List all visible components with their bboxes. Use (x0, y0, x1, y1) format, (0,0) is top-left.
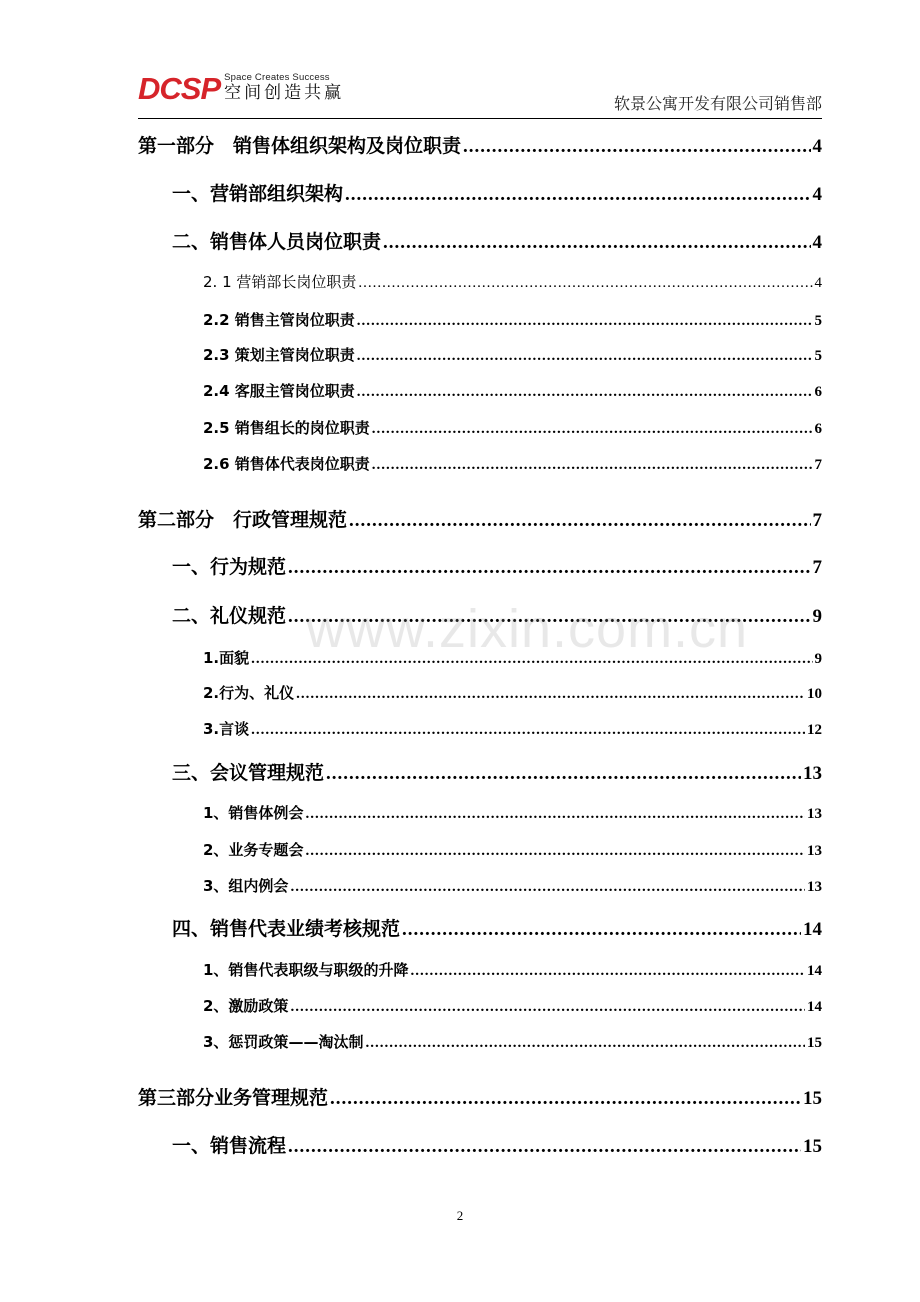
logo-mark: DCSP (138, 71, 221, 106)
logo-text (224, 72, 344, 103)
toc-entry[interactable] (203, 417, 822, 438)
toc-leader-dots (290, 999, 805, 1016)
toc-entry-page: 7 (814, 457, 822, 473)
toc-entry-page: 7 (812, 510, 822, 531)
toc-entry-page: 9 (814, 651, 822, 667)
toc-entry-page: 12 (807, 722, 822, 738)
toc-entry-page: 13 (803, 763, 822, 784)
toc-entry[interactable] (172, 179, 822, 206)
toc-entry-page: 15 (807, 1035, 822, 1051)
toc-entry-title: 3.言谈 (203, 720, 250, 738)
toc-entry-title: 四、销售代表业绩考核规范 (172, 918, 401, 940)
toc-entry[interactable] (203, 995, 822, 1016)
toc-entry[interactable] (203, 802, 822, 823)
toc-entry[interactable] (172, 914, 822, 941)
toc-entry-page: 4 (812, 232, 822, 253)
toc-entry[interactable] (203, 344, 822, 365)
toc-entry[interactable] (203, 959, 822, 980)
toc-entry-title: 2. 1 营销部长岗位职责 (203, 273, 357, 291)
toc-entry[interactable] (172, 227, 822, 254)
toc-leader-dots (251, 722, 805, 739)
toc-entry[interactable] (203, 1031, 822, 1052)
toc-entry-page: 13 (807, 879, 822, 895)
toc-entry-title: 2、激励政策 (203, 997, 289, 1015)
toc-entry-title: 1、销售体例会 (203, 804, 304, 822)
toc-entry[interactable] (172, 1131, 822, 1158)
toc-entry-page: 5 (814, 348, 822, 364)
toc-entry-page: 6 (814, 384, 822, 400)
toc-leader-dots (251, 651, 812, 668)
toc-entry-title: 二、销售体人员岗位职责 (172, 231, 382, 253)
toc-entry[interactable] (203, 718, 822, 739)
toc-entry-title: 2.3 策划主管岗位职责 (203, 346, 355, 364)
toc-entry[interactable] (203, 647, 822, 668)
toc-leader-dots (357, 348, 813, 365)
toc-leader-dots (410, 963, 805, 980)
toc-leader-dots (357, 313, 813, 330)
toc-entry-title: 1.面貌 (203, 649, 250, 667)
toc-entry-page: 14 (807, 963, 822, 979)
toc-entry[interactable] (138, 1083, 822, 1110)
toc-leader-dots (402, 919, 801, 941)
toc-leader-dots (383, 232, 810, 254)
toc-leader-dots (345, 184, 810, 206)
toc-entry[interactable] (203, 309, 822, 330)
toc-entry[interactable] (172, 552, 822, 579)
toc-entry[interactable] (172, 601, 822, 628)
logo-slogan-en: Space Creates Success (224, 72, 330, 83)
toc-leader-dots (349, 510, 810, 532)
toc-entry-page: 5 (814, 313, 822, 329)
toc-leader-dots (305, 806, 805, 823)
toc-leader-dots (330, 1088, 801, 1110)
toc-entry[interactable] (203, 380, 822, 401)
toc-leader-dots (463, 136, 810, 158)
toc-leader-dots (372, 457, 813, 474)
toc-leader-dots (357, 384, 813, 401)
toc-entry-page: 6 (814, 421, 822, 437)
logo-slogan-cn: 空间创造共赢 (224, 83, 345, 103)
toc-entry[interactable] (138, 505, 822, 532)
toc-leader-dots (290, 879, 805, 896)
toc-entry-title: 第三部分业务管理规范 (138, 1087, 329, 1109)
toc-leader-dots (288, 557, 810, 579)
toc-leader-dots (358, 275, 812, 292)
toc-entry[interactable] (203, 682, 822, 703)
toc-entry[interactable] (203, 839, 822, 860)
toc-entry-title: 一、营销部组织架构 (172, 183, 344, 205)
toc-entry[interactable] (203, 271, 822, 292)
watermark: www.zixin.com.cn (306, 599, 749, 659)
toc-entry-title: 2、业务专题会 (203, 841, 304, 859)
toc-entry-title: 二、礼仪规范 (172, 605, 287, 627)
toc-entry[interactable] (172, 758, 822, 785)
toc-entry-page: 13 (807, 843, 822, 859)
toc-entry-title: 2.2 销售主管岗位职责 (203, 311, 355, 329)
toc-leader-dots (326, 763, 801, 785)
toc-entry-title: 一、行为规范 (172, 556, 287, 578)
toc-entry-title: 第二部分 行政管理规范 (138, 509, 348, 531)
toc-entry-page: 15 (803, 1136, 822, 1157)
toc-entry-page: 13 (807, 806, 822, 822)
company-logo (138, 72, 344, 112)
toc-leader-dots (288, 1136, 801, 1158)
toc-entry-title: 2.4 客服主管岗位职责 (203, 382, 355, 400)
toc-entry-title: 三、会议管理规范 (172, 762, 325, 784)
toc-entry-title: 2.6 销售体代表岗位职责 (203, 455, 370, 473)
toc-entry-page: 4 (814, 275, 822, 291)
toc-entry-page: 14 (807, 999, 822, 1015)
toc-leader-dots (305, 843, 805, 860)
toc-entry-page: 4 (812, 184, 822, 205)
toc-entry-page: 4 (812, 136, 822, 157)
toc-entry-title: 3、组内例会 (203, 877, 289, 895)
toc-leader-dots (365, 1035, 805, 1052)
toc-leader-dots (288, 606, 810, 628)
toc-leader-dots (372, 421, 813, 438)
company-name: 软景公寓开发有限公司销售部 (613, 94, 822, 113)
toc-entry-title: 3、惩罚政策——淘汰制 (203, 1033, 364, 1051)
toc-entry-page: 7 (812, 557, 822, 578)
toc-entry-page: 10 (807, 686, 822, 702)
toc-entry-title: 1、销售代表职级与职级的升降 (203, 961, 409, 979)
toc-entry-title: 2.5 销售组长的岗位职责 (203, 419, 370, 437)
toc-entry-title: 一、销售流程 (172, 1135, 287, 1157)
toc-entry-page: 14 (803, 919, 822, 940)
page-header (138, 64, 822, 119)
page-number: 2 (456, 1208, 464, 1223)
toc-entry[interactable] (138, 131, 822, 158)
toc-entry-page: 9 (812, 606, 822, 627)
toc-leader-dots (296, 686, 805, 703)
toc-entry-title: 第一部分 销售体组织架构及岗位职责 (138, 135, 462, 157)
toc-entry[interactable] (203, 453, 822, 474)
toc-entry-page: 15 (803, 1088, 822, 1109)
toc-entry[interactable] (203, 875, 822, 896)
toc-entry-title: 2.行为、礼仪 (203, 684, 295, 702)
